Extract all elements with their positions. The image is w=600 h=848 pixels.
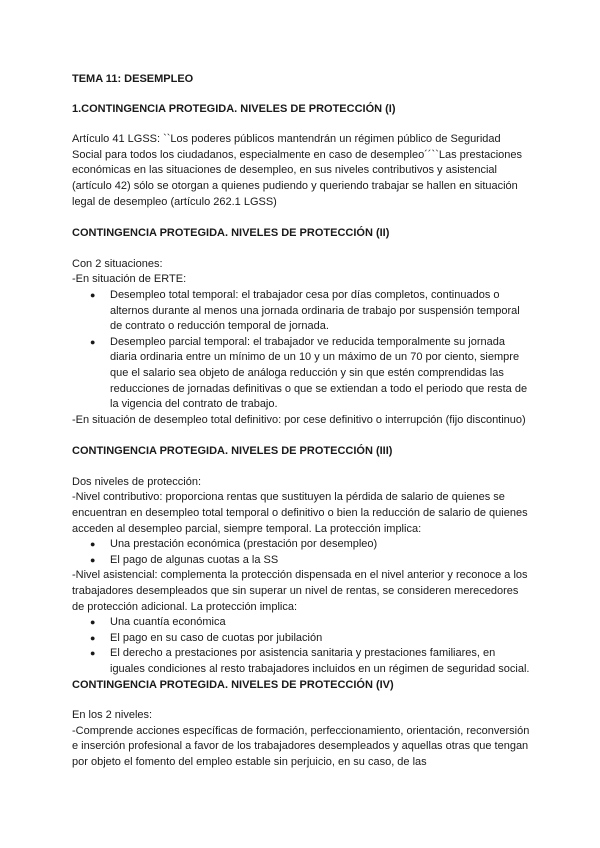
bullet-list <box>72 288 532 413</box>
paragraph: -Nivel contributivo: proporciona rentas que sustituyen la pérdida de salario de quienes se encuentran en desempleo total temporal o definitivo o bien la reducción de salario de quienes acceden al desempleo parcial, siempre temporal. La protección implica: <box>72 491 528 535</box>
document-body <box>72 72 532 771</box>
paragraph: -En situación de desempleo total definitivo: por cese definitivo o interrupción (fijo discontinuo) <box>72 413 526 426</box>
list-item: ● El derecho a prestaciones por asistencia sanitaria y prestaciones familiares, en iguales condiciones al resto trabajadores incluidos en un régimen de seguridad social. <box>72 646 532 677</box>
list-item: ● Una prestación económica (prestación por desempleo) <box>72 537 532 553</box>
bullet-list <box>72 615 532 677</box>
paragraph: En los 2 niveles: <box>72 709 153 722</box>
list-item: ● El pago de algunas cuotas a la SS <box>72 553 532 569</box>
bullet-list <box>72 537 532 568</box>
paragraph: -Nivel asistencial: complementa la protección dispensada en el nivel anterior y reconoce a los trabajadores desempleados que sin superar un nivel de rentas, se consideren merecedores de protección adicional. La protección implica: <box>72 569 528 613</box>
list-item: ● Desempleo parcial temporal: el trabajador ve reducida temporalmente su jornada diaria ordinaria entre un mínimo de un 10 y un máximo de un 70 por ciento, siempre que el salario sea objeto de análoga reducción y sin que estén comprendidas las reducciones de jornadas definitivas o que se extiendan a todo el periodo que resta de la vigencia del contrato de trabajo. <box>72 335 532 413</box>
section-heading-3: CONTINGENCIA PROTEGIDA. NIVELES DE PROTECCIÓN (III) <box>72 445 393 458</box>
list-item: ● Una cuantía económica <box>72 615 532 631</box>
section-heading-2: CONTINGENCIA PROTEGIDA. NIVELES DE PROTECCIÓN (II) <box>72 227 390 240</box>
section-heading-4: CONTINGENCIA PROTEGIDA. NIVELES DE PROTECCIÓN (IV) <box>72 678 394 691</box>
list-item: ● El pago en su caso de cuotas por jubilación <box>72 631 532 647</box>
paragraph: Con 2 situaciones: <box>72 257 163 270</box>
paragraph: -Comprende acciones específicas de formación, perfeccionamiento, orientación, reconversión e inserción profesional a favor de los trabajadores desempleados y aquellas otras que tengan por objeto el fomento del empleo estable sin perjuicio, en su caso, de las <box>72 724 530 768</box>
paragraph: Dos niveles de protección: <box>72 475 202 488</box>
paragraph: -En situación de ERTE: <box>72 273 187 286</box>
document-title: TEMA 11: DESEMPLEO <box>72 73 194 85</box>
section-heading-1: 1.CONTINGENCIA PROTEGIDA. NIVELES DE PROTECCIÓN (I) <box>72 102 396 115</box>
paragraph: Artículo 41 LGSS: ``Los poderes públicos mantendrán un régimen público de Seguridad Social para todos los ciudadanos, especialmente en caso de desempleo´´``Las prestaciones económicas en las situaciones de desempleo, en sus niveles contributivos y asistencial (artículo 42) sólo se otorgan a quienes pudiendo y queriendo trabajar se hallen en situación legal de desempleo (artículo 262.1 LGSS) <box>72 133 523 208</box>
list-item: ● Desempleo total temporal: el trabajador cesa por días completos, continuados o alternos durante al menos una jornada ordinaria de trabajo por suspensión temporal de contrato o reducción temporal de jornada. <box>72 288 532 335</box>
